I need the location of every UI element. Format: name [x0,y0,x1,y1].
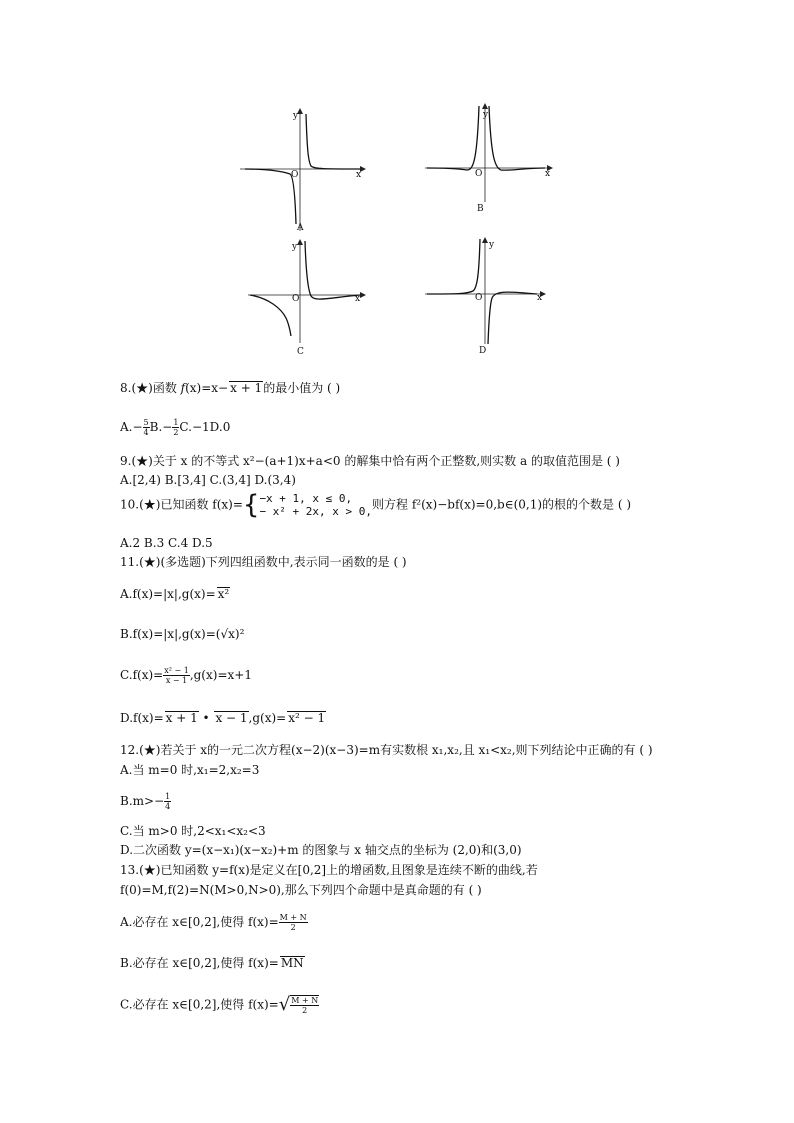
q8-suffix: 的最小值为 ( ) [263,381,341,395]
q11-opt-d: D.f(x)= x + 1 • x − 1,g(x)= x² − 1 [120,711,326,725]
q10-brace: { [242,490,260,520]
graph-b [425,102,555,212]
q13-frac-a: $\frac{M + N}{2}$ [279,913,307,932]
graph-b-x-label: x [545,169,551,179]
q9-options: A.[2,4) B.[3,4] C.(3,4] D.(3,4) [120,473,296,487]
q13-opt-c: C.必存在 x∈[0,2],使得 f(x)=√ $\frac{M + N}{2}$ [120,994,319,1015]
graph-a-y-label: y [293,111,299,121]
graph-a-x-label: x [356,170,362,180]
q10-stem [120,492,631,518]
q8-mid: (x)=x− [185,381,229,395]
q11-opt-a: A.f(x)=|x|,g(x)= x² [120,587,230,601]
graph-c-caption: C [297,347,304,357]
q11-frac-c: $\frac{\text{x² − 1}}{x - 1}$ [164,666,189,685]
graph-d-caption: D [479,346,487,356]
q8-stem [120,380,340,396]
q8-opt-a: A.− [120,420,143,434]
q10-prefix: 10.(★)已知函数 f(x)= [120,497,243,512]
graph-d-plot [425,236,550,351]
q9-stem: 9.(★)关于 x 的不等式 x²−(a+1)x+a<0 的解集中恰有两个正整数,则实数 a 的取值范围是 ( ) [120,454,620,468]
graph-c-origin: O [292,294,300,304]
graph-b-plot [425,102,555,212]
q11-stem: 11.(★)(多选题)下列四组函数中,表示同一函数的是 ( ) [120,555,407,569]
q10-options: A.2 B.3 C.4 D.5 [120,536,213,550]
q8-prefix: 8.(★)函数 [120,381,181,395]
graph-d [425,236,550,356]
q8-fx: f [180,381,186,395]
q8-options [120,418,230,437]
q8-sqrt: x + 1 [230,381,263,395]
q13-opt-b: B.必存在 x∈[0,2],使得 f(x)= MN [120,956,304,970]
graph-c-plot [248,238,373,348]
q8-opt-b: B.− [149,420,173,434]
q13-frac-c: $\frac{M + N}{2}$ [291,996,319,1015]
graph-d-origin: O [475,293,483,303]
graph-b-caption: B [477,204,484,214]
graph-a-origin: O [291,170,299,180]
graph-a-caption: A [297,223,304,233]
graph-d-x-label: x [537,293,543,303]
q12-frac-b: $\frac{1}{4}$ [165,792,171,811]
q10-cases: −x + 1, x ≤ 0, − x² + 2x, x > 0, [259,492,373,518]
graph-a [240,106,370,231]
q12-opt-d: D.二次函数 y=(x−x₁)(x−x₂)+m 的图象与 x 轴交点的坐标为 (2,0)和(3,0) [120,843,522,857]
q13-stem-2: f(0)=M,f(2)=N(M>0,N>0),那么下列四个命题中是真命题的有 ( ) [120,883,482,897]
q10-suffix: 则方程 f²(x)−bf(x)=0,b∈(0,1)的根的个数是 ( ) [372,497,632,512]
q13-opt-a: A.必存在 x∈[0,2],使得 f(x)= $\frac{M + N}{2}$ [120,913,307,932]
q12-opt-b: B.m>− $\frac{1}{4}$ [120,792,171,811]
q8-opt-rest: C.−1D.0 [179,420,231,434]
q11-opt-b: B.f(x)=|x|,g(x)=(√x)² [120,627,245,641]
q12-opt-c: C.当 m>0 时,2<x₁<x₂<3 [120,824,266,838]
q11-opt-c: C.f(x)= $\frac{\text{x² − 1}}{x - 1}$ ,g(x)=x+1 [120,666,252,685]
q12-opt-a: A.当 m=0 时,x₁=2,x₂=3 [120,763,260,777]
graph-b-y-label: y [483,110,489,120]
graph-b-origin: O [475,169,483,179]
q8-frac-a: $\frac{5}{4}$ [143,418,149,437]
q12-stem: 12.(★)若关于 x的一元二次方程(x−2)(x−3)=m有实数根 x₁,x₂,且 x₁<x₂,则下列结论中正确的有 ( ) [120,743,653,757]
q13-stem-1: 13.(★)已知函数 y=f(x)是定义在[0,2]上的增函数,且图象是连续不断的曲线,若 [120,863,538,877]
graph-a-plot [240,106,370,231]
q8-frac-b: $\frac{1}{2}$ [173,418,179,437]
graph-c-x-label: x [355,294,361,304]
graph-d-y-label: y [489,240,495,250]
graph-c-y-label: y [292,242,298,252]
graph-c [248,238,373,357]
